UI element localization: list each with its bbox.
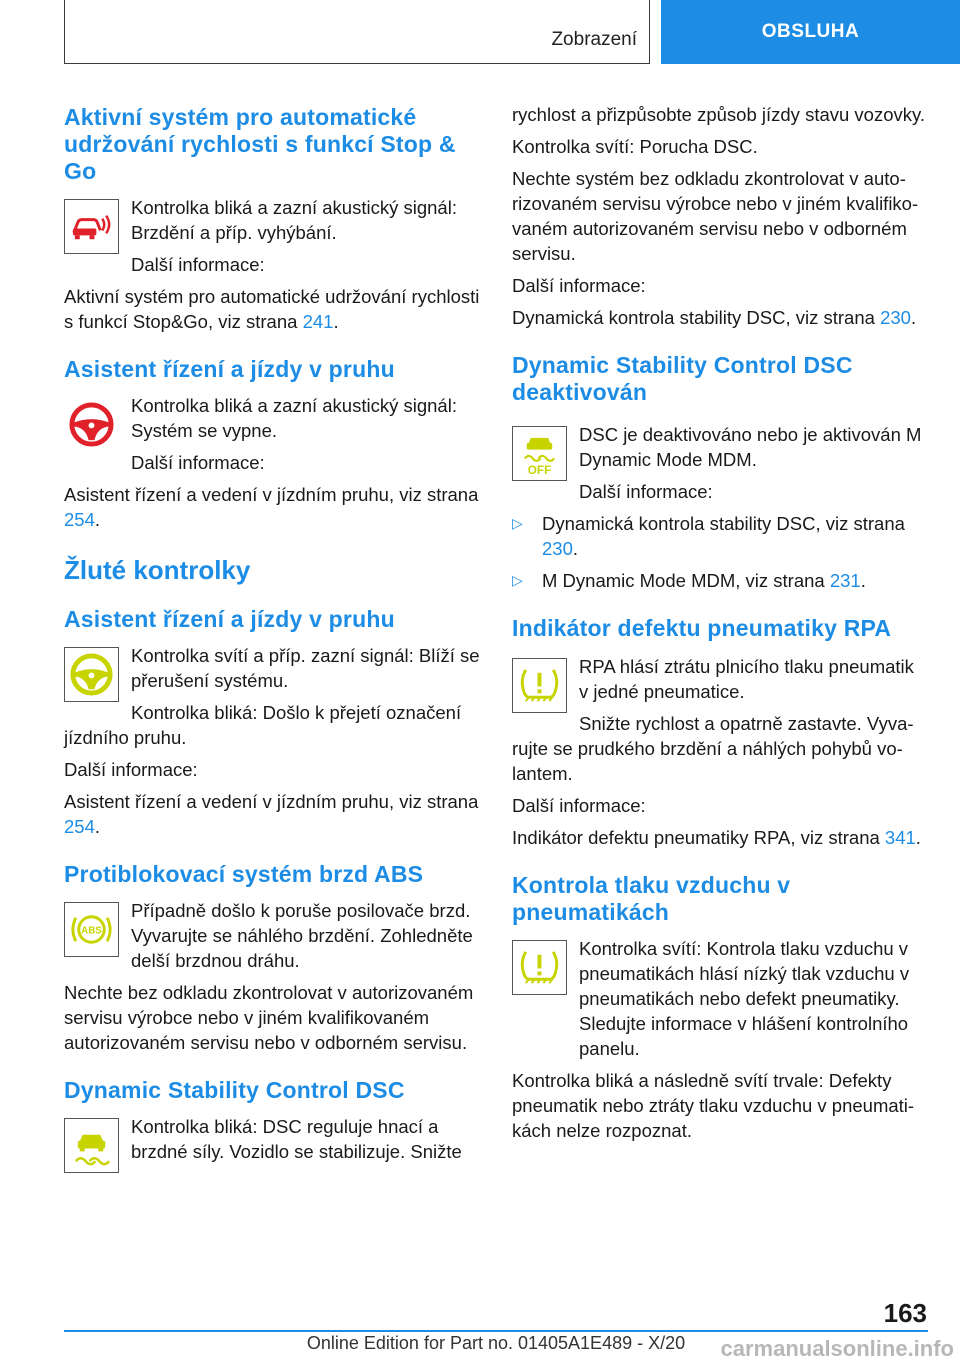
steering-wheel-icon (64, 647, 119, 702)
text: Kontrolka bliká a zazní akustický signál: Systém se vypne. (131, 395, 457, 441)
text: Kontrolka bliká a následně svítí trvale: Defekty pneumatik nebo ztráty tlaku vzduchu v pneumatikách nelze rozpoznat. (512, 1070, 915, 1141)
dsc-off-icon (512, 426, 567, 481)
page-link[interactable]: 254 (64, 509, 95, 530)
indicator-row (64, 898, 482, 973)
dsc-icon (64, 1118, 119, 1173)
indicator-row (512, 936, 928, 1061)
text: Asistent řízení a vedení v jízdním pruhu, viz strana 254. (64, 484, 479, 530)
steering-wheel-icon (64, 397, 119, 452)
page-link[interactable]: 230 (880, 307, 911, 328)
svg-text:ABS: ABS (81, 925, 102, 937)
indicator-row (512, 422, 928, 504)
page-link[interactable]: 231 (829, 570, 861, 591)
list-item: ▷ Dynamická kontrola stability DSC, viz strana 230. (512, 513, 905, 559)
section-tpm (512, 872, 928, 1143)
text: Nechte systém bez odkladu zkontrolovat v autorizovaném servisu výrobce nebo v jiném kvalifikovaném autorizovaném servisu nebo v odborném servisu. (512, 168, 919, 264)
text: Aktivní systém pro automatické udržování rychlosti s funkcí Stop&Go, viz strana 241. (64, 286, 480, 332)
tire-pressure-icon (512, 658, 567, 713)
collision-warning-icon (64, 199, 119, 254)
header-section-title: Zobrazení (551, 29, 637, 50)
text: Další informace: (579, 481, 713, 502)
text: Kontrolka bliká: DSC reguluje hnací a brzdné síly. Vozidlo se stabilizuje. Snižte (131, 1116, 462, 1162)
text: Další informace: (131, 452, 265, 473)
text: Nechte bez odkladu zkontrolovat v autorizovaném servisu výrobce nebo v jiném kvalifikovaném autorizovaném servisu nebo v odborném servisu. (64, 982, 474, 1053)
indicator-row (64, 393, 482, 475)
tire-pressure-icon (512, 940, 567, 995)
right-column (512, 102, 928, 1165)
text: Indikátor defektu pneumatiky RPA, viz strana 341. (512, 827, 921, 848)
list-item: ▷ M Dynamic Mode MDM, viz strana 231. (512, 570, 866, 591)
section-title-tpm: Kontrola tlaku vzduchu v pneumatikách (512, 872, 791, 925)
page-number: 163 (883, 1298, 927, 1328)
text: RPA hlásí ztrátu plnicího tlaku pneumatik v jedné pneumatice. (579, 656, 914, 702)
footer-divider (64, 1330, 928, 1332)
section-rpa (512, 615, 928, 850)
text: rychlost a přizpůsobte způsob jízdy stavu vozovky. (512, 104, 926, 125)
indicator-row (64, 1114, 482, 1172)
text: Kontrolka svítí a příp. zazní signál: Blíží se přerušení systému. (131, 645, 480, 691)
section-abs (64, 861, 482, 1055)
section-dsc (64, 1077, 482, 1172)
section-title-dsc-off: Dynamic Stability Control DSC deaktivován (512, 352, 853, 405)
left-column (64, 104, 482, 1194)
text: Další informace: (512, 275, 646, 296)
section-lane-yellow (64, 606, 482, 839)
page-link[interactable]: 241 (302, 311, 334, 332)
text: Dynamická kontrola stability DSC, viz strana 230. (512, 307, 917, 328)
abs-icon (64, 902, 119, 957)
section-title-rpa: Indikátor defektu pneumatiky RPA (512, 615, 892, 641)
bullet-triangle-icon: ▷ (512, 572, 523, 588)
page-link[interactable]: 254 (64, 816, 95, 837)
text: Kontrolka svítí: Kontrola tlaku vzduchu v pneumatikách hlásí nízký tlak vzduchu v pneumatikách nebo defekt pneumatiky. Sledujte informace v hlášení kontrolního panelu. (579, 938, 910, 1059)
indicator-row (512, 654, 928, 786)
header-chapter-tab[interactable]: OBSLUHA (661, 0, 960, 64)
bullet-triangle-icon: ▷ (512, 515, 523, 531)
section-lane-red (64, 356, 482, 532)
text: Snižte rychlost a opatrně zastavte. Vyvarujte se prudkého brzdění a náhlých pohybů volantem. (512, 713, 914, 784)
section-title-dsc: Dynamic Stability Control DSC (64, 1077, 405, 1103)
text: DSC je deaktivováno nebo je aktivován M Dynamic Mode MDM. (579, 424, 922, 470)
section-dsc-continued (512, 102, 928, 330)
text: Další informace: (131, 254, 265, 275)
footer-edition-text: Online Edition for Part no. 01405A1E489 - X/20 (306, 1333, 686, 1353)
section-acc (64, 104, 482, 334)
text: Kontrolka bliká a zazní akustický signál: Brzdění a příp. vyhýbání. (131, 197, 457, 243)
indicator-row (64, 643, 482, 750)
text: Kontrolka svítí: Porucha DSC. (512, 136, 758, 157)
text: Případně došlo k poruše posilovače brzd. Vyvarujte se náhlého brzdění. Zohledněte delší brzdnou dráhu. (131, 900, 473, 971)
text: Další informace: (512, 795, 646, 816)
section-title-lane: Asistent řízení a jízdy v pruhu (64, 356, 395, 382)
header-box (64, 0, 650, 64)
section-title-acc: Aktivní systém pro automatické udržování rychlosti s funkcí Stop & Go (64, 104, 456, 184)
section-dsc-off (512, 352, 928, 593)
page-link[interactable]: 230 (542, 538, 573, 559)
page-link[interactable]: 341 (884, 827, 916, 848)
section-title-abs: Protiblokovací systém brzd ABS (64, 861, 424, 887)
svg-text:OFF: OFF (527, 464, 552, 477)
text: Další informace: (64, 759, 198, 780)
watermark: carmanualsonline.info (720, 1336, 954, 1361)
text: Asistent řízení a vedení v jízdním pruhu, viz strana 254. (64, 791, 479, 837)
chapter-heading-yellow: Žluté kontrolky (64, 555, 251, 585)
indicator-row (64, 195, 482, 277)
text: Kontrolka bliká: Došlo k přejetí označení jízdního pruhu. (64, 702, 462, 748)
section-title-lane: Asistent řízení a jízdy v pruhu (64, 606, 395, 632)
